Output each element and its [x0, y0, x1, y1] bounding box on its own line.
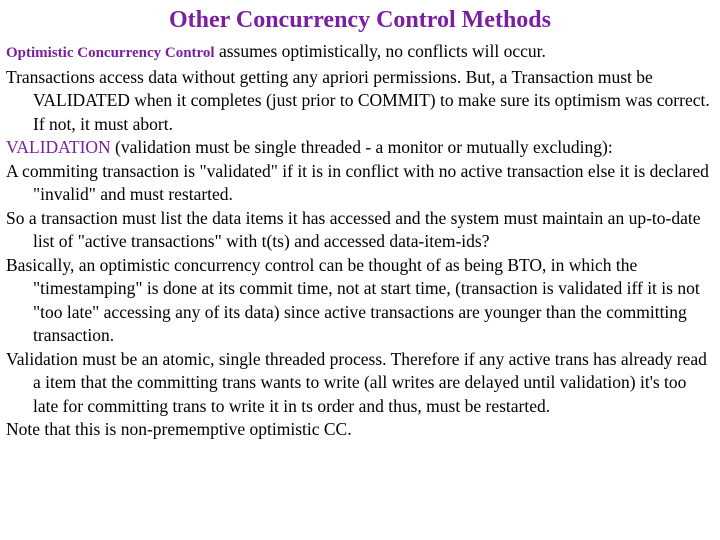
paragraph-text: Note that this is non-prememptive optimistic CC. [6, 419, 352, 439]
paragraph-note [6, 418, 716, 442]
paragraph-text: Validation must be an atomic, single threaded process. Therefore if any active trans has already read a item that the committing trans wants to write (all writes are delayed until validation) it's too late for committing trans to write it in ts order and thus, must be restarted. [6, 348, 707, 416]
paragraph-text: Transactions access data without getting any apriori permissions. But, a Transaction must be VALIDATED when it completes (just prior to COMMIT) to make sure its optimism was correct. If not, it must abort. [6, 66, 710, 134]
paragraph-text: assumes optimistically, no conflicts will occur. [214, 41, 546, 61]
paragraph-bto [6, 254, 716, 348]
paragraph-optimistic-cc [6, 40, 716, 66]
term-optimistic-concurrency-control: Optimistic Concurrency Control [6, 45, 215, 61]
paragraph-transactions-access [6, 66, 716, 137]
paragraph-text: (validation must be single threaded - a monitor or mutually excluding): [110, 137, 613, 157]
paragraph-text: Basically, an optimistic concurrency control can be thought of as being BTO, in which the "timestamping" is done at its commit time, not at start time, (transaction is validated iff it is not "too late" accessing any of its data) since active transactions are younger than the committing transaction. [6, 254, 700, 345]
paragraph-list-data-items [6, 207, 716, 254]
slide-title: Other Concurrency Control Methods [169, 7, 551, 33]
term-validation: VALIDATION [6, 137, 111, 157]
paragraph-text: A commiting transaction is "validated" if it is in conflict with no active transaction else it is declared "invalid" and must restarted. [6, 160, 709, 204]
paragraph-atomic-validation [6, 348, 716, 419]
paragraph-validation [6, 136, 716, 160]
paragraph-commiting-transaction [6, 160, 716, 207]
paragraph-text: So a transaction must list the data items it has accessed and the system must maintain an up-to-date list of "active transactions" with t(ts) and accessed data-item-ids? [6, 207, 701, 251]
slide-body [6, 40, 716, 442]
